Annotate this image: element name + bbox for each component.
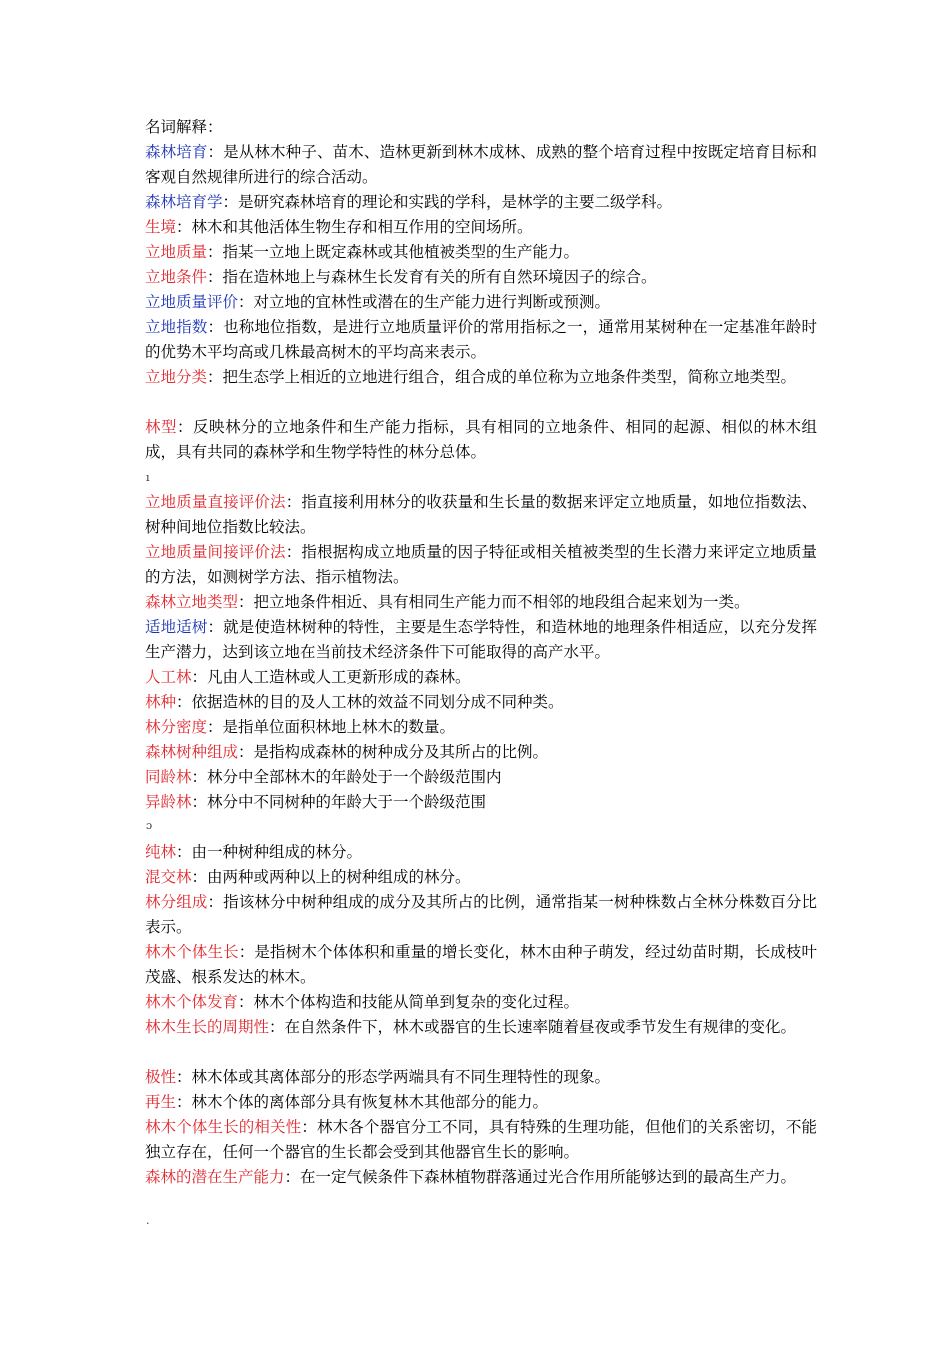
glossary-entry xyxy=(145,1115,817,1165)
glossary-entry xyxy=(145,1090,817,1115)
term-label: 纯林 xyxy=(145,843,177,861)
glossary-entry xyxy=(145,1065,817,1090)
glossary-entry xyxy=(145,265,817,290)
term-label: 森林培育 xyxy=(145,143,208,161)
term-definition: ：在自然条件下，林木或器官的生长速率随着昼夜或季节发生有规律的变化。 xyxy=(269,1018,797,1036)
term-definition: ：指某一立地上既定森林或其他植被类型的生产能力。 xyxy=(207,243,580,261)
term-definition: ：由一种树种组成的林分。 xyxy=(176,843,363,861)
term-definition: ：对立地的宜林性或潜在的生产能力进行判断或预测。 xyxy=(238,293,611,311)
glossary-entry xyxy=(145,890,817,940)
glossary-entry xyxy=(145,740,817,765)
term-definition: ：是指树木个体体积和重量的增长变化，林木由种子萌发，经过幼苗时期，长成枝叶茂盛、根系发达的林木。 xyxy=(145,943,817,986)
term-label: 森林培育学 xyxy=(145,193,223,211)
term-label: 立地质量直接评价法 xyxy=(145,493,286,511)
glossary-entry xyxy=(145,715,817,740)
term-definition: ：就是使造林树种的特性，主要是生态学特性，和造林地的地理条件相适应，以充分发挥生产潜力，达到该立地在当前技术经济条件下可能取得的高产水平。 xyxy=(145,618,817,661)
term-definition: ：依据造林的目的及人工林的效益不同划分成不同种类。 xyxy=(176,693,564,711)
term-definition: ：是研究森林培育的理论和实践的学科，是林学的主要二级学科。 xyxy=(222,193,673,211)
term-label: 人工林 xyxy=(145,668,192,686)
term-label: 立地质量评价 xyxy=(145,293,239,311)
term-definition: ：凡由人工造林或人工更新形成的森林。 xyxy=(191,668,471,686)
term-definition: ：在一定气候条件下森林植物群落通过光合作用所能够达到的最高生产力。 xyxy=(284,1168,797,1186)
term-label: 林木个体发育 xyxy=(145,993,239,1011)
glossary-entry xyxy=(145,1165,817,1190)
term-definition: ：指直接利用林分的收获量和生长量的数据来评定立地质量，如地位指数法、树种间地位指数比较法。 xyxy=(145,493,817,536)
term-definition: ：林木体或其离体部分的形态学两端具有不同生理特性的现象。 xyxy=(176,1068,611,1086)
stray-mark: ɔ xyxy=(146,819,153,832)
glossary-entry xyxy=(145,240,817,265)
glossary-entry xyxy=(145,415,817,465)
term-label: 适地适树 xyxy=(145,618,208,636)
glossary-entry xyxy=(145,840,817,865)
term-label: 立地分类 xyxy=(145,368,208,386)
term-definition: ：由两种或两种以上的树种组成的林分。 xyxy=(191,868,471,886)
glossary-entry xyxy=(145,540,817,590)
term-label: 极性 xyxy=(145,1068,177,1086)
glossary-entry xyxy=(145,140,817,190)
term-label: 立地条件 xyxy=(145,268,208,286)
term-label: 生境 xyxy=(145,218,177,236)
term-definition: ：也称地位指数，是进行立地质量评价的常用指标之一，通常用某树种在一定基准年龄时的优势木平均高或几株最高树木的平均高来表示。 xyxy=(145,318,817,361)
glossary-entry xyxy=(145,790,817,815)
term-label: 立地指数 xyxy=(145,318,208,336)
term-label: 森林树种组成 xyxy=(145,743,239,761)
term-definition: ：林木和其他活体生物生存和相互作用的空间场所。 xyxy=(176,218,533,236)
glossary-entry xyxy=(145,1015,817,1040)
term-label: 立地质量 xyxy=(145,243,208,261)
term-definition: ：林木个体的离体部分具有恢复林木其他部分的能力。 xyxy=(176,1093,549,1111)
term-label: 森林立地类型 xyxy=(145,593,239,611)
term-definition: ：林分中全部林木的年龄处于一个龄级范围内 xyxy=(191,768,502,786)
glossary-entry xyxy=(145,690,817,715)
glossary-entry xyxy=(145,990,817,1015)
term-label: 异龄林 xyxy=(145,793,192,811)
glossary-entry xyxy=(145,865,817,890)
term-label: 林木个体生长的相关性 xyxy=(145,1118,302,1136)
term-definition: ：林木个体构造和技能从简单到复杂的变化过程。 xyxy=(238,993,580,1011)
glossary-entry xyxy=(145,615,817,665)
term-label: 林型 xyxy=(145,418,178,436)
glossary-entry xyxy=(145,315,817,365)
term-definition: ：指在造林地上与森林生长发育有关的所有自然环境因子的综合。 xyxy=(207,268,657,286)
stray-mark: ı xyxy=(146,471,150,484)
term-definition: ：把立地条件相近、具有相同生产能力而不相邻的地段组合起来划为一类。 xyxy=(238,593,750,611)
term-definition: ：林分中不同树种的年龄大于一个龄级范围 xyxy=(191,793,487,811)
glossary-entry xyxy=(145,190,817,215)
term-definition: ：是指单位面积林地上林木的数量。 xyxy=(207,718,456,736)
term-definition: ：把生态学上相近的立地进行组合，组合成的单位称为立地条件类型，简称立地类型。 xyxy=(207,368,797,386)
term-definition: ：是从林木种子、苗木、造林更新到林木成林、成熟的整个培育过程中按既定培育目标和客观自然规律所进行的综合活动。 xyxy=(145,143,817,186)
glossary-entry xyxy=(145,365,817,390)
term-definition: ：林木各个器官分工不同，具有特殊的生理功能，但他们的关系密切，不能独立存在，任何一个器官的生长都会受到其他器官生长的影响。 xyxy=(145,1118,817,1161)
term-label: 林种 xyxy=(145,693,177,711)
section-heading: 名词解释： xyxy=(145,118,223,136)
stray-mark: · xyxy=(146,1217,150,1230)
term-label: 林分密度 xyxy=(145,718,208,736)
term-label: 再生 xyxy=(145,1093,177,1111)
term-label: 林木生长的周期性 xyxy=(145,1018,270,1036)
term-definition: ：反映林分的立地条件和生产能力指标，具有相同的立地条件、相同的起源、相似的林木组成，具有共同的森林学和生物学特性的林分总体。 xyxy=(145,418,817,461)
glossary-entry xyxy=(145,590,817,615)
glossary-entry xyxy=(145,290,817,315)
glossary-entry xyxy=(145,940,817,990)
term-label: 立地质量间接评价法 xyxy=(145,543,286,561)
term-label: 森林的潜在生产能力 xyxy=(145,1168,285,1186)
term-definition: ：指该林分中树种组成的成分及其所占的比例，通常指某一树种株数占全林分株数百分比表示。 xyxy=(145,893,817,936)
glossary-entry xyxy=(145,215,817,240)
term-label: 林分组成 xyxy=(145,893,208,911)
term-definition: ：是指构成森林的树种成分及其所占的比例。 xyxy=(238,743,549,761)
glossary-entry xyxy=(145,665,817,690)
glossary-entry xyxy=(145,765,817,790)
term-label: 林木个体生长 xyxy=(145,943,239,961)
glossary-entry xyxy=(145,490,817,540)
term-label: 同龄林 xyxy=(145,768,192,786)
term-label: 混交林 xyxy=(145,868,192,886)
term-definition: ：指根据构成立地质量的因子特征或相关植被类型的生长潜力来评定立地质量的方法，如测树学方法、指示植物法。 xyxy=(145,543,817,586)
